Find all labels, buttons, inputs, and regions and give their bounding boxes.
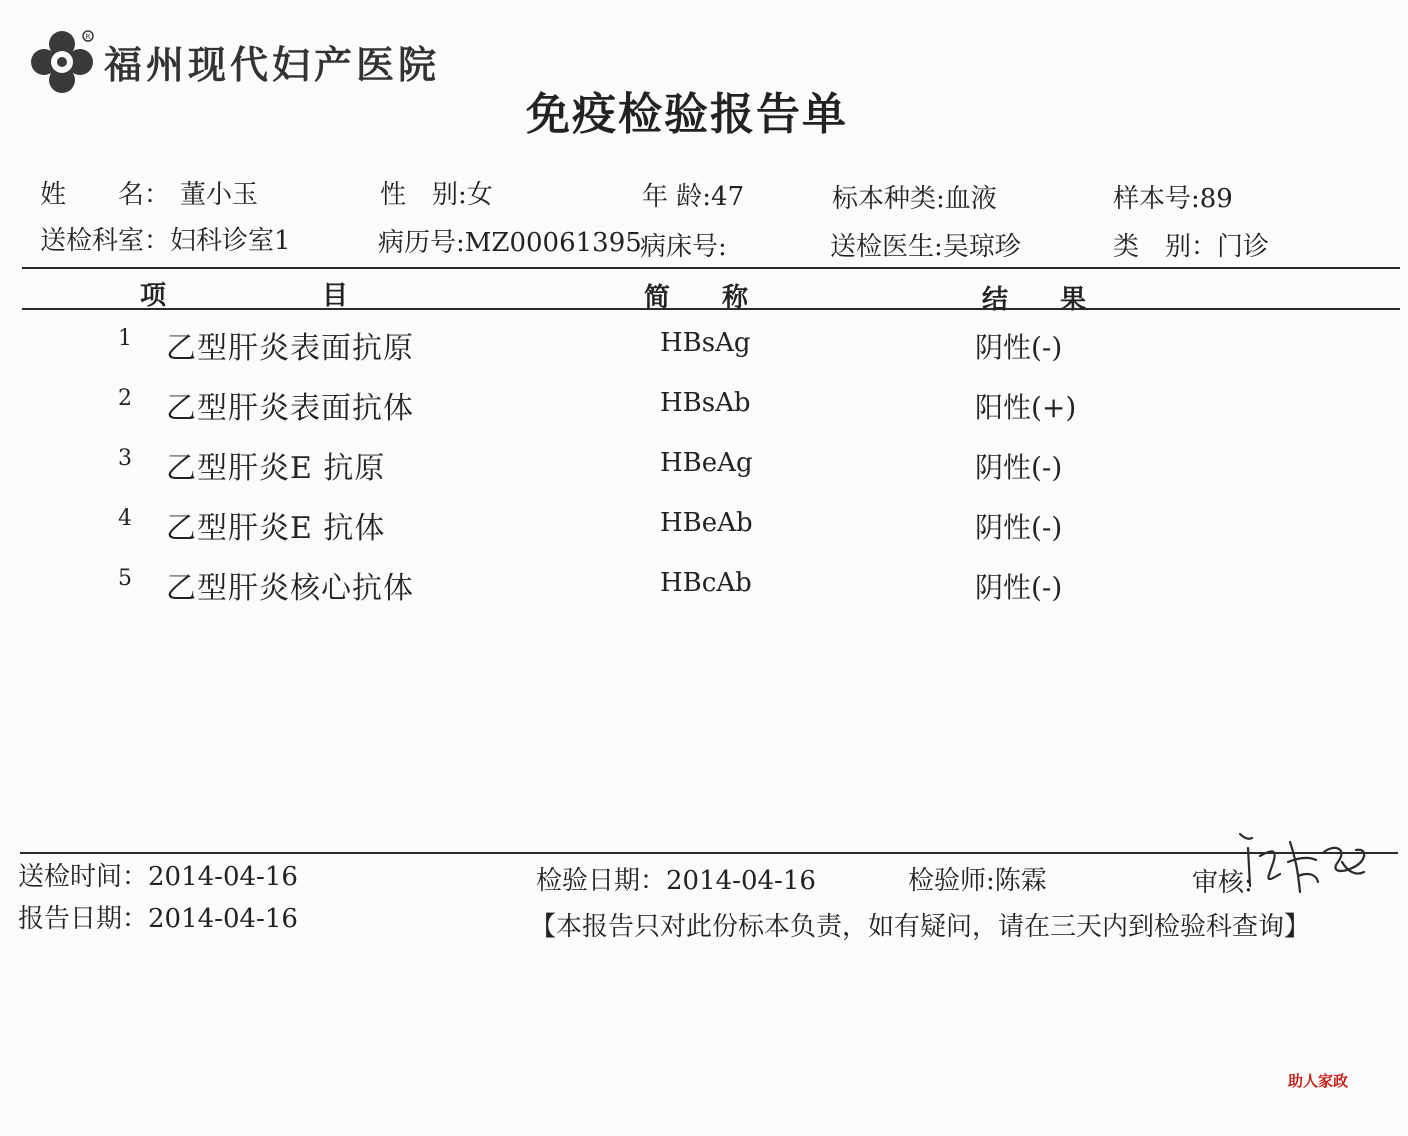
handwritten-signature <box>1238 826 1378 902</box>
record-no-field <box>378 222 642 259</box>
record-no-value: MZ00061395 <box>464 228 642 258</box>
sample-no-label: 样本号: <box>1113 184 1200 214</box>
test-item: 乙型肝炎表面抗原 <box>166 331 414 366</box>
row-number: 2 <box>118 386 132 411</box>
submit-time-value: 2014-04-16 <box>148 862 298 892</box>
specimen-type-label: 标本种类: <box>832 184 945 214</box>
column-header-result: 结 果 <box>982 285 1087 315</box>
test-result: 阴性(-) <box>975 571 1063 604</box>
department-label: 送检科室： <box>40 226 171 256</box>
watermark-text: 助人家政 <box>1288 1072 1349 1090</box>
test-item: 乙型肝炎E 抗体 <box>166 511 386 546</box>
age-value: 47 <box>711 182 745 212</box>
category-label: 类 别： <box>1113 232 1218 262</box>
submit-time-label: 送检时间： <box>18 862 149 892</box>
table-top-rule <box>22 267 1400 269</box>
age-label: 年 龄: <box>642 182 712 212</box>
patient-name: 董小玉 <box>180 180 259 210</box>
doctor-value: 吴琼珍 <box>942 232 1021 262</box>
test-date-label: 检验日期： <box>536 866 667 896</box>
test-abbr: HBeAg <box>660 448 753 478</box>
specimen-type-field <box>832 178 997 215</box>
test-result: 阴性(-) <box>975 331 1063 364</box>
department-field <box>40 220 291 257</box>
record-no-label: 病历号: <box>378 228 465 258</box>
report-date-label: 报告日期： <box>18 904 149 934</box>
report-title: 免疫检验报告单 <box>526 89 848 140</box>
row-number: 4 <box>118 506 132 531</box>
category-field <box>1113 226 1269 263</box>
hospital-logo-icon <box>30 30 94 94</box>
test-abbr: HBsAb <box>660 388 751 418</box>
test-abbr: HBeAb <box>660 508 753 538</box>
category-value: 门诊 <box>1217 232 1270 262</box>
technician-value: 陈霖 <box>994 866 1047 896</box>
test-abbr: HBsAg <box>660 328 751 358</box>
patient-name-label: 姓 名： <box>40 180 171 210</box>
sample-no-field <box>1113 178 1233 215</box>
test-result: 阴性(-) <box>975 511 1063 544</box>
report-date-field <box>18 898 298 935</box>
column-header-item: 项 目 <box>140 281 349 311</box>
doctor-label: 送检医生: <box>830 232 943 262</box>
department-value: 妇科诊室1 <box>170 226 291 256</box>
test-date-field <box>536 860 816 897</box>
row-number: 1 <box>118 326 132 351</box>
report-date-value: 2014-04-16 <box>148 904 298 934</box>
gender-field <box>380 174 493 211</box>
bed-no-label: 病床号: <box>640 232 727 262</box>
submit-time-field <box>18 856 298 893</box>
test-item: 乙型肝炎E 抗原 <box>166 451 386 486</box>
test-result: 阴性(-) <box>975 451 1063 484</box>
report-disclaimer: 【本报告只对此份标本负责，如有疑问，请在三天内到检验科查询】 <box>530 912 1311 942</box>
hospital-name: 福州现代妇产医院 <box>104 43 441 87</box>
gender-label: 性 别: <box>380 180 467 210</box>
footer-rule <box>20 852 1398 854</box>
technician-label: 检验师: <box>908 866 995 896</box>
doctor-field <box>830 226 1021 263</box>
column-header-abbr: 简 称 <box>644 283 749 313</box>
sample-no-value: 89 <box>1199 184 1233 214</box>
test-item: 乙型肝炎表面抗体 <box>166 391 414 426</box>
gender-value: 女 <box>466 180 493 210</box>
test-date-value: 2014-04-16 <box>666 866 816 896</box>
technician-field <box>908 860 1047 897</box>
test-item: 乙型肝炎核心抗体 <box>166 571 414 606</box>
reviewer-label: 审核: <box>1192 868 1253 898</box>
row-number: 5 <box>118 566 132 591</box>
svg-text:R: R <box>85 33 91 41</box>
bed-no-field <box>640 226 727 263</box>
row-number: 3 <box>118 446 132 471</box>
age-field <box>642 176 744 213</box>
test-abbr: HBcAb <box>660 568 752 598</box>
test-result: 阳性(+) <box>975 391 1077 424</box>
specimen-type-value: 血液 <box>944 184 997 214</box>
